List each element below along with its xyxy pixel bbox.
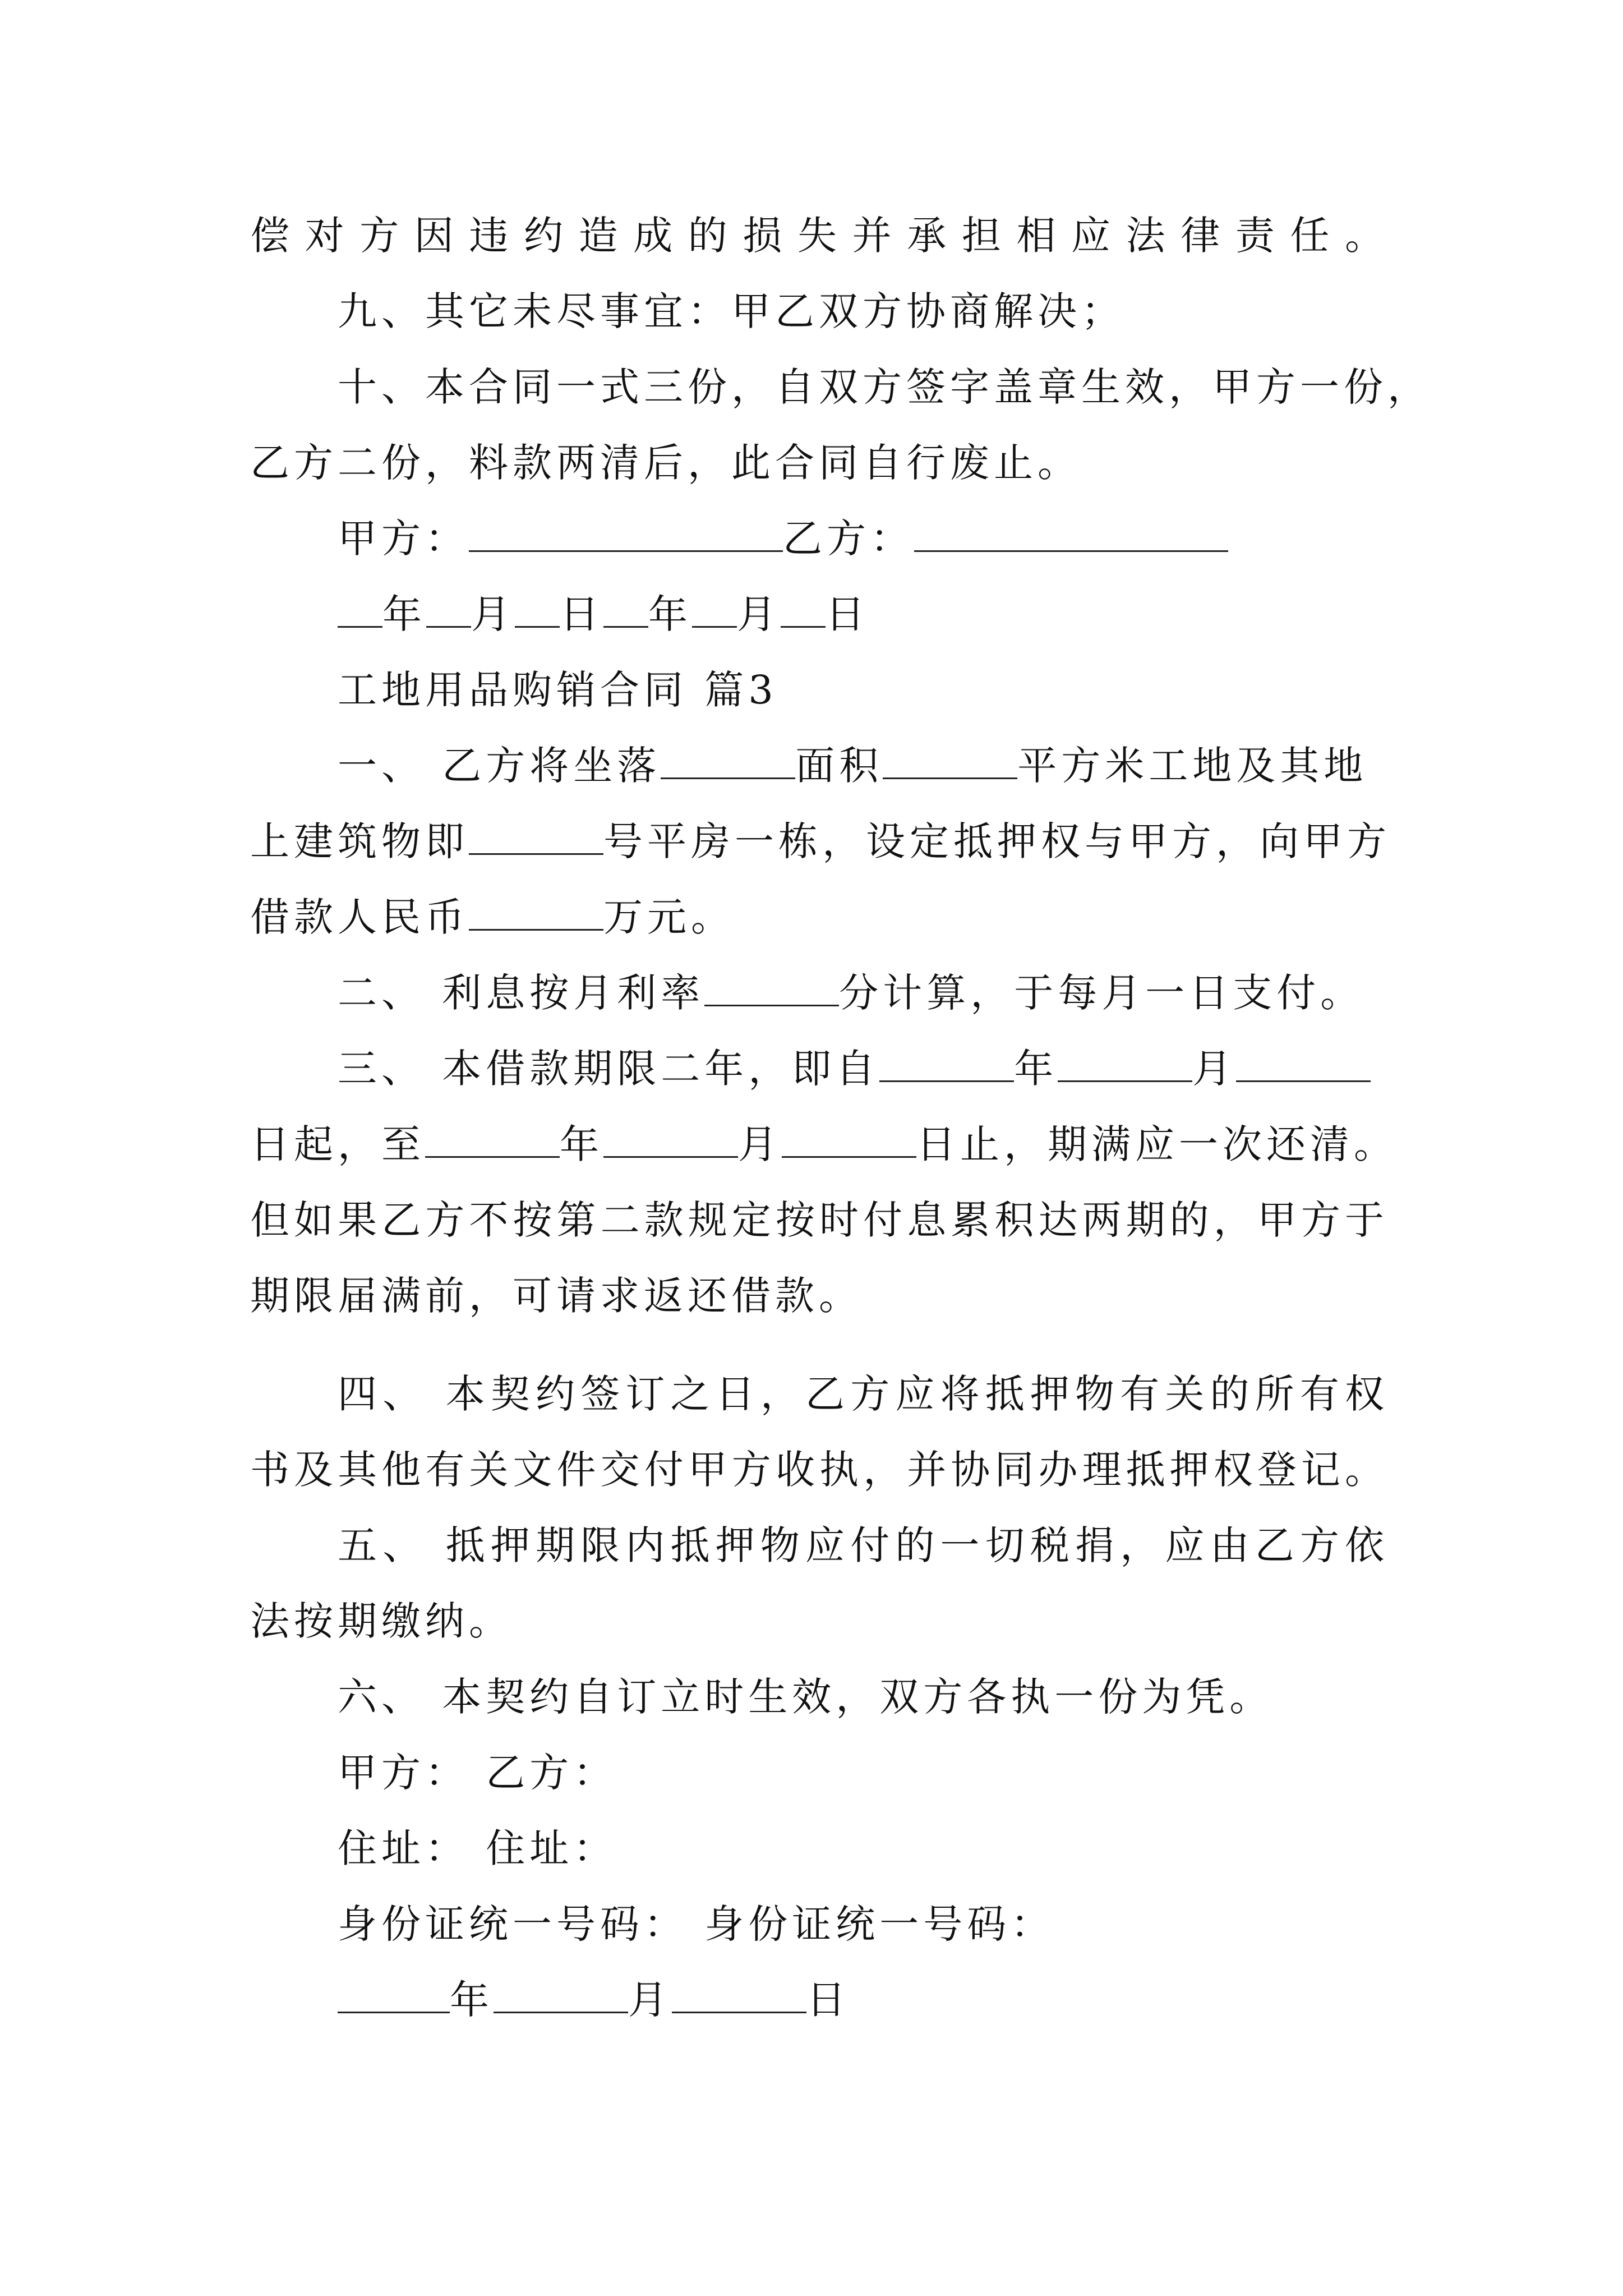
section-title: 工地用品购销合同 篇3 bbox=[338, 667, 778, 713]
start-year-blank bbox=[879, 1045, 1014, 1082]
final-day-blank bbox=[672, 1976, 806, 2013]
loan-amount-blank bbox=[469, 893, 603, 931]
final-year-label: 年 bbox=[450, 1977, 494, 2023]
clause-9: 九、其它未尽事宜：甲乙双方协商解决； bbox=[338, 288, 1125, 334]
final-day-label: 日 bbox=[806, 1977, 850, 2023]
month-label-b: 月 bbox=[737, 591, 781, 637]
day-label: 日 bbox=[560, 591, 603, 637]
party-b-blank bbox=[914, 514, 1228, 552]
party-a-blank bbox=[469, 514, 783, 552]
article-1-text-c: 平方米工地及其地 bbox=[1017, 743, 1368, 789]
article-6: 六、 本契约自订立时生效，双方各执一份为凭。 bbox=[338, 1674, 1274, 1720]
clause-10-line-2: 乙方二份，料款两清后，此合同自行废止。 bbox=[250, 440, 1081, 486]
clause-10-line-1: 十、本合同一式三份，自双方签字盖章生效，甲方一份， bbox=[338, 364, 1431, 410]
text-line-1: 偿对方因违约造成的损失并承担相应法律责任。 bbox=[250, 213, 1389, 259]
start-year-label: 年 bbox=[1014, 1046, 1058, 1092]
day-blank-b bbox=[781, 590, 826, 628]
start-month-label: 月 bbox=[1192, 1046, 1237, 1092]
article-3-line-1 bbox=[338, 1043, 1371, 1094]
address-row: 住址： 住址： bbox=[338, 1825, 617, 1871]
article-1-text-d: 上建筑物即 bbox=[250, 818, 469, 864]
final-month-label: 月 bbox=[628, 1977, 672, 2023]
article-5-line-2: 法按期缴纳。 bbox=[250, 1598, 513, 1644]
house-number-blank bbox=[469, 817, 603, 855]
article-4-line-1: 四、 本契约签订之日，乙方应将抵押物有关的所有权 bbox=[338, 1371, 1389, 1417]
article-2 bbox=[338, 968, 1364, 1018]
article-1-line-1 bbox=[338, 740, 1367, 791]
signature-row-1 bbox=[338, 513, 1228, 564]
end-year-label: 年 bbox=[560, 1121, 603, 1167]
article-3-text-c: 日止，期满应一次还清。 bbox=[916, 1121, 1398, 1167]
article-2-text-a: 二、 利息按月利率 bbox=[338, 970, 705, 1016]
article-1-text-b: 面积 bbox=[795, 743, 883, 789]
article-3-text-b: 日起，至 bbox=[250, 1121, 425, 1167]
article-1-text-e: 号平房一栋，设定抵押权与甲方，向甲方 bbox=[603, 818, 1391, 864]
year-blank-a bbox=[338, 590, 382, 628]
end-day-blank bbox=[782, 1120, 916, 1158]
article-1-text-g: 万元。 bbox=[603, 894, 735, 940]
party-a-label: 甲方： bbox=[338, 516, 469, 562]
final-year-blank bbox=[338, 1976, 450, 2013]
location-blank bbox=[661, 742, 795, 779]
article-1-text-a: 一、 乙方将坐落 bbox=[338, 743, 661, 789]
interest-rate-blank bbox=[704, 969, 839, 1006]
article-1-text-f: 借款人民币 bbox=[250, 894, 469, 940]
article-3-text-a: 三、 本借款期限二年，即自 bbox=[338, 1046, 880, 1092]
article-3-line-4: 期限届满前，可请求返还借款。 bbox=[250, 1273, 863, 1319]
day-label-b: 日 bbox=[826, 591, 869, 637]
final-month-blank bbox=[494, 1976, 628, 2013]
article-1-line-3 bbox=[250, 892, 735, 942]
article-1-line-2 bbox=[250, 816, 1391, 867]
month-blank-b bbox=[692, 590, 737, 628]
year-blank-b bbox=[603, 590, 648, 628]
party-b-label: 乙方： bbox=[783, 516, 914, 562]
article-3-line-3: 但如果乙方不按第二款规定按时付息累积达两期的，甲方于 bbox=[250, 1197, 1389, 1243]
date-row-2 bbox=[338, 1975, 850, 2025]
article-5-line-1: 五、 抵押期限内抵押物应付的一切税捐，应由乙方依 bbox=[338, 1522, 1389, 1568]
start-month-blank bbox=[1058, 1045, 1192, 1082]
end-year-blank bbox=[425, 1120, 560, 1158]
month-label: 月 bbox=[471, 591, 515, 637]
article-4-line-2: 书及其他有关文件交付甲方收执，并协同办理抵押权登记。 bbox=[250, 1447, 1389, 1493]
year-label: 年 bbox=[382, 591, 426, 637]
article-3-line-2 bbox=[250, 1119, 1398, 1170]
id-number-row: 身份证统一号码： 身份证统一号码： bbox=[338, 1901, 1055, 1947]
month-blank-a bbox=[426, 590, 471, 628]
start-day-blank bbox=[1236, 1045, 1371, 1082]
signature-party-row: 甲方： 乙方： bbox=[338, 1750, 617, 1796]
article-2-text-b: 分计算，于每月一日支付。 bbox=[839, 970, 1364, 1016]
year-label-b: 年 bbox=[648, 591, 692, 637]
area-blank bbox=[883, 742, 1017, 779]
date-row-1 bbox=[338, 589, 869, 639]
end-month-blank bbox=[603, 1120, 738, 1158]
day-blank-a bbox=[515, 590, 560, 628]
end-month-label: 月 bbox=[738, 1121, 782, 1167]
